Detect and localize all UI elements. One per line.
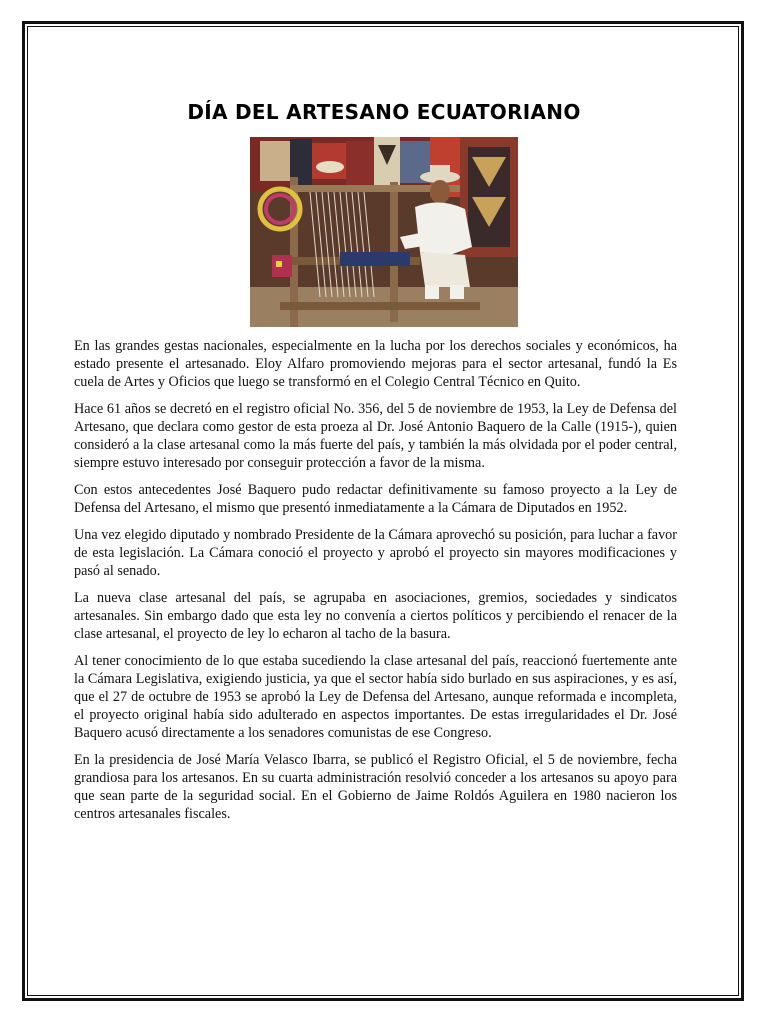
paragraph: Al tener conocimiento de lo que estaba sucediendo la clase artesanal del país, reaccionó fuertemente ante la Cámara Legislativa, exigiendo justicia, ya que el sector había sido burlado en sus aspiraciones, y es así, que el 27 de octubre de 1953 se aprobó la Ley de Defensa del Artesano, aunque reformada e incompleta, el proyecto original había sido adulterado en aspectos importantes. De estas irregularidades el Dr. José Baquero acusó directamente a los senadores comunistas de ese Congreso. [74, 653, 677, 741]
artisan-weaving-photo [250, 137, 518, 327]
document-body [74, 337, 677, 832]
paragraph: Hace 61 años se decretó en el registro oficial No. 356, del 5 de noviembre de 1953, la Ley de Defensa del Artesano, que declara como gestor de esta proeza al Dr. José Antonio Baquero de la Calle (1915-), quien consideró a la clase artesanal como la más fuerte del país, y también la más olvidada por el poder central, siempre estuvo interesado por conseguir protección a favor de la misma. [74, 401, 677, 471]
paragraph: La nueva clase artesanal del país, se agrupaba en asociaciones, gremios, sociedades y sindicatos artesanales. Sin embargo dado que esta ley no convenía a ciertos políticos y percibiendo el renacer de la clase artesanal, el proyecto de ley lo echaron al tacho de la basura. [74, 590, 677, 642]
paragraph: Una vez elegido diputado y nombrado Presidente de la Cámara aprovechó su posición, para luchar a favor de esta legislación. La Cámara conoció el proyecto y aprobó el proyecto sin mayores modificaciones y pasó al senado. [74, 527, 677, 579]
paragraph: En la presidencia de José María Velasco Ibarra, se publicó el Registro Oficial, el 5 de noviembre, fecha grandiosa para los artesanos. En su cuarta administración resolvió conceder a los artesanos su apoyo para que sean parte de la seguridad social. En el Gobierno de Jaime Roldós Aguilera en 1980 nacieron los centros artesanales fiscales. [74, 752, 677, 822]
paragraph: En las grandes gestas nacionales, especialmente en la lucha por los derechos sociales y económicos, ha estado presente el artesanado. Eloy Alfaro promoviendo mejoras para el sector artesanal, fundó la Es cuela de Artes y Oficios que luego se transformó en el Colegio Central Técnico en Quito. [74, 338, 677, 390]
document-title: DÍA DEL ARTESANO ECUATORIANO [187, 100, 581, 124]
paragraph: Con estos antecedentes José Baquero pudo redactar definitivamente su famoso proyecto a la Ley de Defensa del Artesano, el mismo que presentó inmediatamente a la Cámara de Diputados en 1952. [74, 482, 677, 516]
